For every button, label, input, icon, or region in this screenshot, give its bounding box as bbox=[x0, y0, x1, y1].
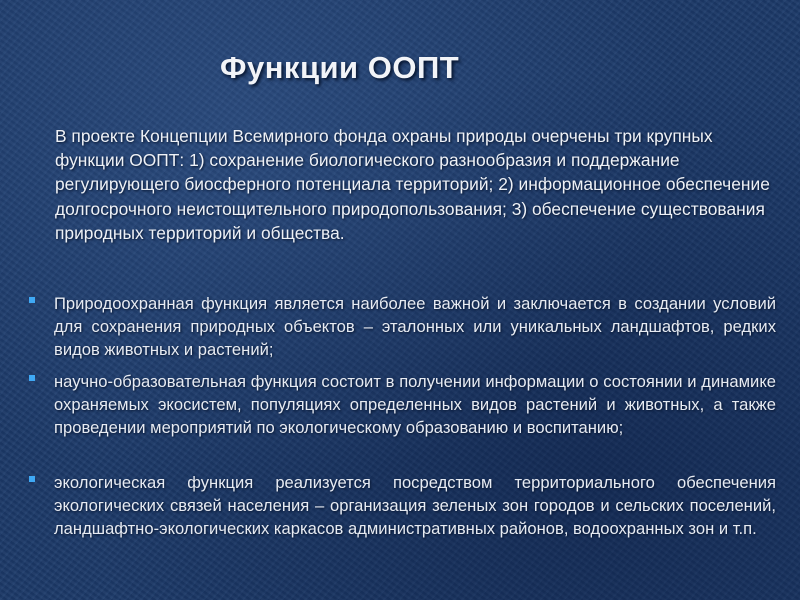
slide-title: Функции ООПТ bbox=[220, 50, 460, 85]
intro-paragraph: В проекте Концепции Всемирного фонда охраны природы очерчены три крупных функции ООПТ: 1) сохранение биологического разнообразия и поддержание регулирующего биосферного потенциала территорий; 2) информационное обеспечение долгосрочного неистощительного природопользования; 3) обеспечение существования природных территорий и общества. bbox=[55, 126, 770, 243]
bullet-text: Природоохранная функция является наиболее важной и заключается в создании условий для сохранения природных объектов – эталонных или уникальных ландшафтов, редких видов животных и растений; bbox=[54, 294, 776, 360]
bullet-text: научно-образовательная функция состоит в получении информации о состоянии и динамике охраняемых экосистем, популяциях определенных видов растений и животных, а также проведении мероприятий по экологическому образованию и воспитанию; bbox=[54, 372, 776, 438]
bullet-item bbox=[20, 292, 776, 362]
square-bullet-icon bbox=[20, 370, 54, 386]
bullet-text: экологическая функция реализуется посредством территориального обеспечения экологических связей населения – организация зеленых зон городов и сельских поселений, ландшафтно-экологических каркасов административных районов, водоохранных зон и т.п. bbox=[54, 473, 776, 539]
bullet-item bbox=[20, 471, 776, 541]
square-bullet-icon bbox=[20, 471, 54, 487]
square-bullet-icon bbox=[20, 292, 54, 308]
bullet-item bbox=[20, 370, 776, 440]
